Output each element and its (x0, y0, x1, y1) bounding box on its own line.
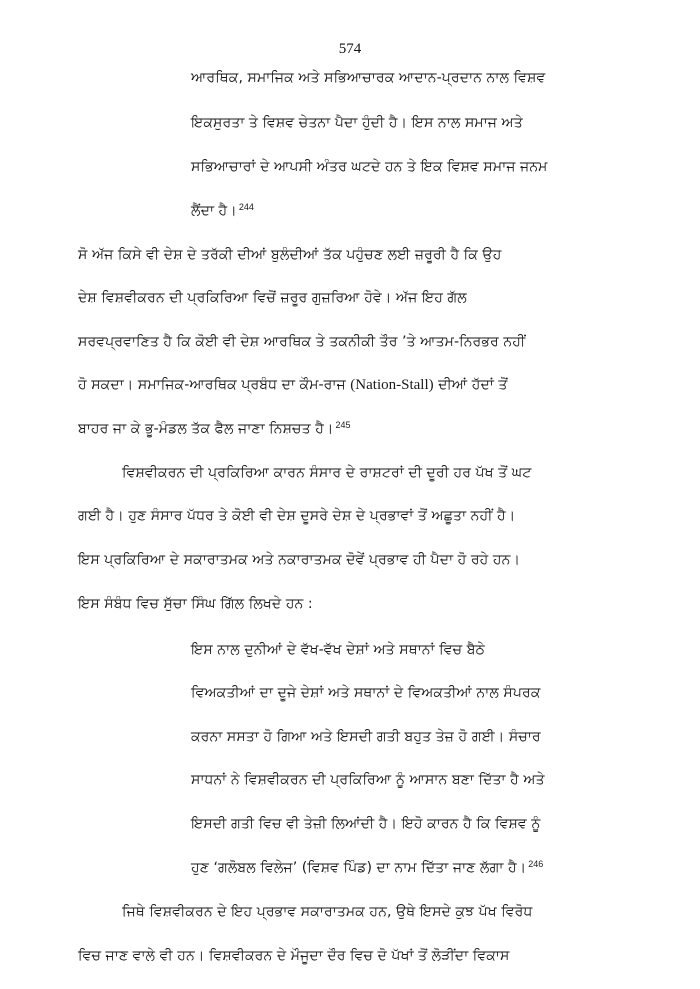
quote-line: ਸਾਧਨਾਂ ਨੇ ਵਿਸ਼ਵੀਕਰਨ ਦੀ ਪ੍ਰਕਿਰਿਆ ਨੂੰ ਆਸਾਨ ਬਣਾ ਦਿੱਤਾ ਹੈ ਅਤੇ (191, 772, 545, 788)
paragraph-line: ਇਸ ਪ੍ਰਕਿਰਿਆ ਦੇ ਸਕਾਰਾਤਮਕ ਅਤੇ ਨਕਾਰਾਤਮਕ ਦੋਵੇਂ ਪ੍ਰਭਾਵ ਹੀ ਪੈਦਾ ਹੋ ਰਹੇ ਹਨ। (78, 552, 521, 568)
paragraph-line (78, 375, 508, 395)
quote-line: ਵਿਅਕਤੀਆਂ ਦਾ ਦੂਜੇ ਦੇਸ਼ਾਂ ਅਤੇ ਸਥਾਨਾਂ ਦੇ ਵਿਅਕਤੀਆਂ ਨਾਲ ਸੰਪਰਕ (191, 685, 541, 701)
footnote-ref: 244 (238, 202, 254, 212)
quote-line: ਆਰਥਿਕ, ਸਮਾਜਿਕ ਅਤੇ ਸਭਿਆਚਾਰਕ ਆਦਾਨ-ਪ੍ਰਦਾਨ ਨਾਲ ਵਿਸ਼ਵ (191, 70, 546, 86)
paragraph-line: ਸਰਵਪ੍ਰਵਾਣਿਤ ਹੈ ਕਿ ਕੋਈ ਵੀ ਦੇਸ਼ ਆਰਥਿਕ ਤੇ ਤਕਨੀਕੀ ਤੌਰ ’ਤੇ ਆਤਮ-ਨਿਰਭਰ ਨਹੀਂ (78, 334, 526, 350)
quote-text: ਲੈਂਦਾ ਹੈ। (191, 203, 237, 219)
quote-line: ਸਭਿਆਚਾਰਾਂ ਦੇ ਆਪਸੀ ਅੰਤਰ ਘਟਦੇ ਹਨ ਤੇ ਇਕ ਵਿਸ਼ਵ ਸਮਾਜ ਜਨਮ (191, 159, 548, 175)
paragraph-line: ਇਸ ਸੰਬੰਧ ਵਿਚ ਸੁੱਚਾ ਸਿੰਘ ਗਿੱਲ ਲਿਖਦੇ ਹਨ : (78, 596, 313, 612)
quote-line: ਇਸ ਨਾਲ ਦੁਨੀਆਂ ਦੇ ਵੱਖ-ਵੱਖ ਦੇਸ਼ਾਂ ਅਤੇ ਸਥਾਨਾਂ ਵਿਚ ਬੈਠੇ (191, 642, 485, 658)
quote-line: ਕਰਨਾ ਸਸਤਾ ਹੋ ਗਿਆ ਅਤੇ ਇਸਦੀ ਗਤੀ ਬਹੁਤ ਤੇਜ਼ ਹੋ ਗਈ। ਸੰਚਾਰ (191, 729, 541, 745)
quote-text: ਹੁਣ ‘ਗਲੋਬਲ ਵਿਲੇਜ’ (ਵਿਸ਼ਵ ਪਿੰਡ) ਦਾ ਨਾਮ ਦਿੱਤਾ ਜਾਣ ਲੱਗਾ ਹੈ। (191, 860, 527, 876)
quote-line-last (191, 201, 254, 221)
paragraph-text: ਦੀਆਂ ਹੱਦਾਂ ਤੋਂ (438, 377, 508, 393)
paragraph-line-last (78, 419, 351, 439)
footnote-ref: 245 (335, 420, 351, 430)
paragraph-text: ਬਾਹਰ ਜਾ ਕੇ ਭੂ-ਮੰਡਲ ਤੱਕ ਫੈਲ ਜਾਣਾ ਨਿਸ਼ਚਤ ਹੈ। (78, 421, 334, 437)
paragraph-line: ਗਈ ਹੈ। ਹੁਣ ਸੰਸਾਰ ਪੱਧਰ ਤੇ ਕੋਈ ਵੀ ਦੇਸ਼ ਦੂਸਰੇ ਦੇਸ਼ ਦੇ ਪ੍ਰਭਾਵਾਂ ਤੋਂ ਅਛੂਤਾ ਨਹੀਂ ਹੈ। (78, 508, 516, 524)
quote-line: ਇਸਦੀ ਗਤੀ ਵਿਚ ਵੀ ਤੇਜ਼ੀ ਲਿਆਂਦੀ ਹੈ। ਇਹੋ ਕਾਰਨ ਹੈ ਕਿ ਵਿਸ਼ਵ ਨੂੰ (191, 816, 541, 832)
paragraph-line: ਵਿਚ ਜਾਣ ਵਾਲੇ ਵੀ ਹਨ। ਵਿਸ਼ਵੀਕਰਨ ਦੇ ਮੌਜੂਦਾ ਦੌਰ ਵਿਚ ਦੋ ਪੱਖਾਂ ਤੋਂ ਲੋੜੀਂਦਾ ਵਿਕਾਸ (78, 948, 510, 964)
quote-line: ਇਕਸੁਰਤਾ ਤੇ ਵਿਸ਼ਵ ਚੇਤਨਾ ਪੈਦਾ ਹੁੰਦੀ ਹੈ। ਇਸ ਨਾਲ ਸਮਾਜ ਅਤੇ (191, 115, 523, 131)
paragraph-line: ਸੋ ਅੱਜ ਕਿਸੇ ਵੀ ਦੇਸ਼ ਦੇ ਤਰੱਕੀ ਦੀਆਂ ਬੁਲੰਦੀਆਂ ਤੱਕ ਪਹੁੰਚਣ ਲਈ ਜ਼ਰੂਰੀ ਹੈ ਕਿ ਉਹ (78, 247, 502, 263)
paragraph-line: ਵਿਸ਼ਵੀਕਰਨ ਦੀ ਪ੍ਰਕਿਰਿਆ ਕਾਰਨ ਸੰਸਾਰ ਦੇ ਰਾਸ਼ਟਰਾਂ ਦੀ ਦੂਰੀ ਹਰ ਪੱਖ ਤੋਂ ਘਟ (122, 465, 532, 481)
footnote-ref: 246 (528, 859, 544, 869)
page-number: 574 (338, 41, 362, 57)
quote-line-last (191, 858, 543, 878)
paragraph-text: ਹੋ ਸਕਦਾ। ਸਮਾਜਿਕ-ਆਰਥਿਕ ਪ੍ਰਬੰਧ ਦਾ ਕੌਮ-ਰਾਜ (78, 377, 346, 393)
paragraph-line: ਦੇਸ਼ ਵਿਸ਼ਵੀਕਰਨ ਦੀ ਪ੍ਰਕਿਰਿਆ ਵਿਚੋਂ ਜ਼ਰੂਰ ਗੁਜ਼ਰਿਆ ਹੋਵੇ। ਅੱਜ ਇਹ ਗੱਲ (78, 290, 467, 306)
latin-term: (Nation-Stall) (350, 377, 434, 393)
paragraph-line: ਜਿਥੇ ਵਿਸ਼ਵੀਕਰਨ ਦੇ ਇਹ ਪ੍ਰਭਾਵ ਸਕਾਰਾਤਮਕ ਹਨ, ਉਥੇ ਇਸਦੇ ਕੁਝ ਪੱਖ ਵਿਰੋਧ (122, 904, 533, 920)
